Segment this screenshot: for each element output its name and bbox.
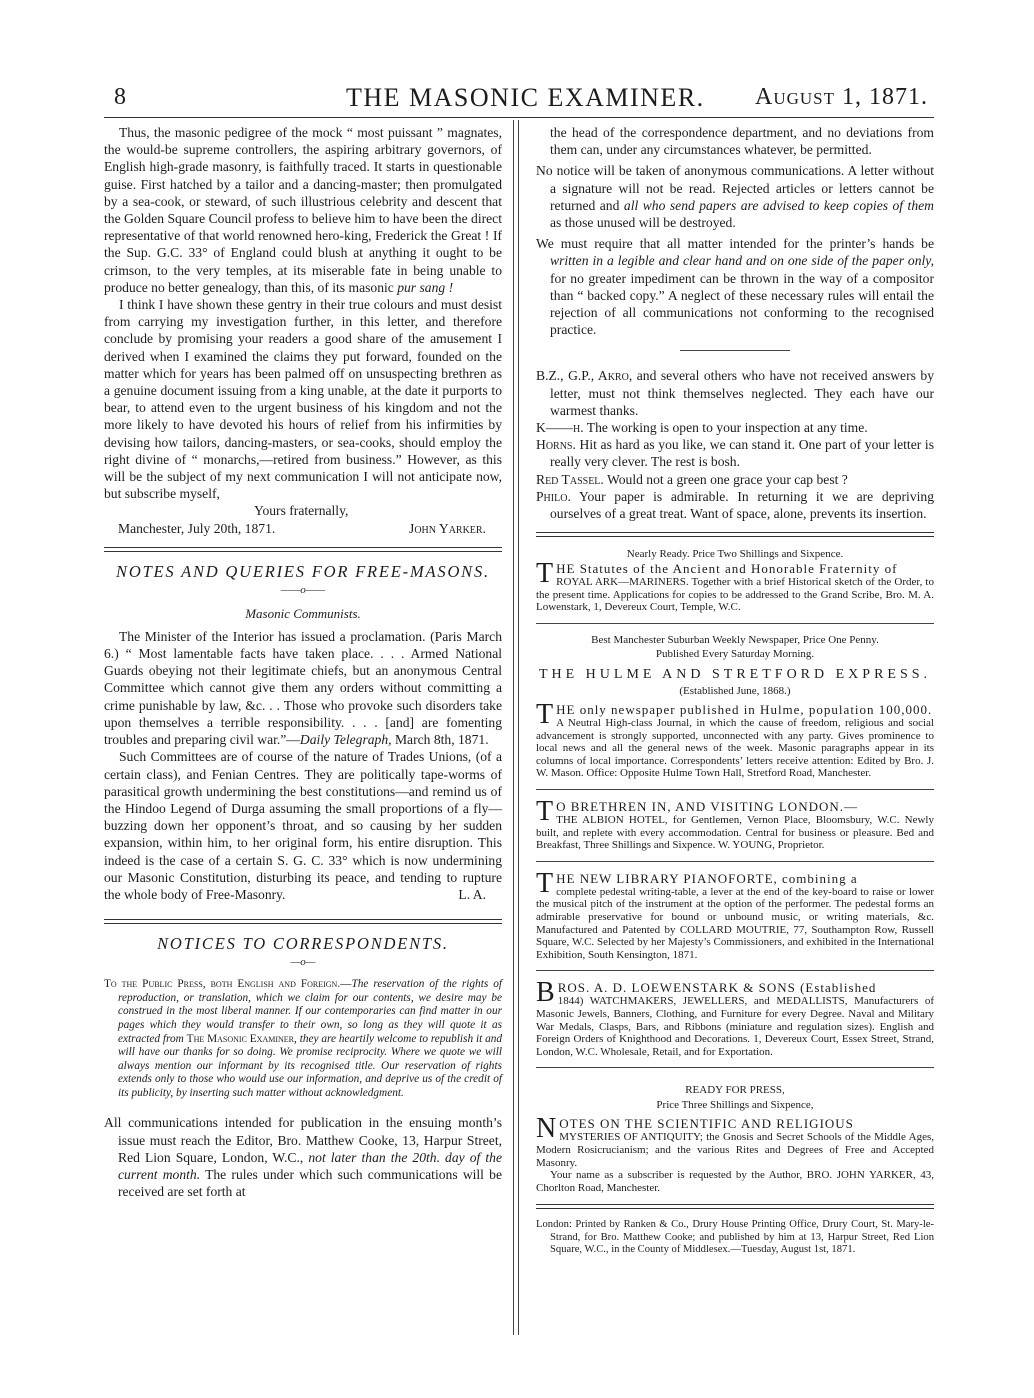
ad-body: 1844) WATCHMAKERS, JEWELLERS, and MEDALLISTS, Manufacturers of Masonic Jewels, Banners, Clothing, and Furniture for every Degree. Naval and Military War Medals, Clasps, Bars, and Ribbons (miniature and regulation sizes). English and Foreign Orders of Knighthood and Decorations. 1, Devereux Court, Essex Street, Strand, London, W.C. Wholesale, Retail, and for Exportation. — [536, 995, 934, 1058]
ad-loewenstark — [536, 980, 934, 1058]
ad-established: (Established June, 1868.) — [679, 685, 791, 698]
notices — [104, 934, 502, 1200]
drop-cap: T — [536, 558, 554, 590]
right-column — [536, 124, 934, 1257]
reply-name: B.Z., G.P., Akro, — [536, 368, 633, 384]
ad-rule — [536, 970, 934, 971]
ad-kicker: READY FOR PRESS, — [685, 1084, 785, 1097]
notes-text: Such Committees are of course of the nature of Trades Unions, (of a certain class), and Fenian Centres. They are politically tape-worms of parasitical growth undermining the best constitutions—and remind us of the Hindoo Legend of Durga assuming the small proportions of a fly—buzzing down her opponent’s throat, and so causing by her sudden expansion, within him, to her original form, his entire disruption. This indeed is the case of a certain S. G. C. 33° which is now undermining our Masonic Constitution, disturbing its peace, and tending to rupture the whole body of Free-Masonry. — [104, 749, 502, 902]
ad-price: Price Three Shillings and Sixpence, — [656, 1099, 814, 1112]
section-rule — [104, 919, 502, 924]
notice-text: as those unused will be destroyed. — [550, 215, 736, 231]
ornament: —o— — [290, 956, 316, 969]
ad-notes-scientific — [536, 1077, 934, 1194]
ad-kicker: Best Manchester Suburban Weekly Newspaper, Price One Penny. Published Every Saturday Morning. — [591, 634, 879, 661]
letter — [104, 124, 502, 537]
letter-paragraph: I think I have shown these gentry in their true colours and must desist from carrying my investigation further, in this letter, and therefore conclude by promising your readers a good share of the amusement I derived when I examined the claims they put forward, founded on the matter which for years has been palmed off on unsuspecting brethren as a genuine document issuing from a king unable, at the date it purports to bear, to attend even to the urgent business of his kingdom and not the more likely to have devoted his hours of relief from his infirmities by devising how tailors, dancing-masters, or sea-cooks, should employ the right divine of “ monarchs,—retired from business.” However, as this will be the subject of my next communication I will not anticipate now, but subscribe myself, — [104, 297, 502, 502]
letter-paragraph — [104, 124, 502, 296]
drop-cap: T — [536, 870, 554, 899]
reply-name: Philo. — [536, 488, 571, 504]
ad-rule — [536, 861, 934, 862]
notice-text: The rules under which such communications will be received are set forth at — [118, 1167, 503, 1200]
ad-hulme — [536, 633, 934, 780]
ad-rule — [536, 789, 934, 790]
notice-continued: the head of the correspondence department, and no deviations from them can, under any circumstances whatever, be permitted. — [550, 125, 934, 158]
notice-italic: written in a legible and clear hand and on one side of the paper only, — [550, 253, 934, 269]
ad-statutes — [536, 547, 934, 614]
reply-item — [536, 436, 934, 470]
letter-signature: John Yarker. — [409, 520, 486, 536]
notice-italic: not later than the 20th. day of the current month. — [118, 1149, 502, 1183]
ad-body: complete pedestal writing-table, a lever at the end of the key-board to raise or lower the musical pitch of the instrument at the option of the performer. The pedestal forms an admirable preservative for bound or unbound music, or writing materials, &c. Manufactured and Patented by COLLARD MOUTRIE, 77, Southampton Row, Russell Square, W.C. Selected by her Majesty’s Commissioners, and exhibited in the International Exhibition, South Kensington, 1871. — [536, 885, 934, 961]
ad-title: HE NEW LIBRARY PIANOFORTE, combining a — [556, 870, 858, 886]
notes-signature: L. A. — [458, 886, 486, 902]
replies-list — [536, 367, 934, 522]
left-column — [104, 124, 502, 1200]
anonymous-notice — [536, 162, 934, 231]
ad-title: O BRETHREN IN, AND VISITING LONDON.— — [556, 799, 858, 815]
notice-italic: all who send papers are advised to keep copies of them — [623, 197, 934, 213]
press-text: The reservation of the rights of reproduction, or translation, which we claim for our contents, we desire may be construed in the most liberal manner. If our contemporaries can find matter in our pages which they would transfer to their own, so long as they will quote it as extracted from — [118, 978, 502, 1045]
imprint: London: Printed by Ranken & Co., Drury House Printing Office, Drury Court, St. Mary-le-Strand, for Bro. Matthew Cooke; and published by him at 13, Harpur Street, Red Lion Square, W.C., in the County of Middlesex.—Tuesday, August 1st, 1871. — [536, 1219, 934, 1256]
notice-text: for no greater impediment can be thrown in the way of a compositor than “ backed copy.” A neglect of these necessary rules will entail the rejection of all communications not conforming to the recognised practice. — [550, 270, 934, 338]
reply-text: Would not a green one grace your cap best ? — [603, 471, 848, 487]
header-rule — [104, 117, 934, 118]
notes-text-end: March 8th, 1871. — [391, 732, 489, 748]
ad-body: ROYAL ARK—MARINERS. Together with a brief Historical sketch of the Order, to the present time. Applications for copies to be addressed to the Grand Scribe, Bro. M. A. Lowenstark, 1, Devereux Court, Temple, W.C. — [536, 576, 934, 614]
ad-title: HE Statutes of the Ancient and Honorable Fraternity of — [556, 561, 898, 577]
press-text: they are heartily welcome to republish it and will have our thanks for so doing. We promise reciprocity. Where we quote we will always mention our informant by its recognised title. Our reservation of rights extends only to those who would use our information, and deprive us of the credit of its publicity, by inserting such matter without acknowledgment. — [118, 1032, 503, 1099]
press-name: The Masonic Examiner, — [186, 1032, 297, 1045]
notice-text: No notice will be taken of anonymous communications. A letter without a signature will not be read. Rejected articles or letters cannot be returned and — [536, 163, 934, 213]
reply-item — [536, 419, 934, 436]
reply-name: K——h. — [536, 420, 584, 436]
ad-title: OTES ON THE SCIENTIFIC AND RELIGIOUS — [559, 1116, 854, 1132]
short-rule — [680, 350, 790, 351]
reply-text: and several others who have not received answers by letter, must not think themselves neglected. They each have our warmest thanks. — [550, 368, 934, 418]
section-title: NOTES AND QUERIES FOR FREE-MASONS. — [116, 561, 490, 581]
column-divider — [513, 120, 519, 1335]
press-lead: To the Public Press, both English and Foreign.— — [104, 978, 352, 991]
reply-name: Horns. — [536, 437, 576, 453]
drop-cap: B — [536, 980, 555, 1009]
notice-text: All communications intended for publication in the ensuing month’s issue must reach the Editor, Bro. Matthew Cooke, 13, Harpur Street, Red Lion Square, London, W.C., — [104, 1115, 502, 1165]
letter-italic: pur sang ! — [397, 279, 454, 295]
notes-queries — [104, 562, 502, 903]
ad-rule — [536, 1067, 934, 1068]
reply-name: Red Tassel. — [536, 471, 604, 487]
section-title: NOTICES TO CORRESPONDENTS. — [157, 934, 449, 954]
ad-pianoforte — [536, 871, 934, 962]
notes-source: Daily Telegraph, — [299, 732, 392, 748]
letter-place-date — [104, 520, 502, 537]
reply-text: Hit as hard as you like, we can stand it. One part of your letter is really very clever. The rest is bosh. — [550, 437, 934, 470]
ornament: ——o—— — [280, 583, 326, 596]
issue-date: August 1, 1871. — [755, 84, 929, 110]
ad-body: THE ALBION HOTEL, for Gentlemen, Vernon Place, Bloomsbury, W.C. Newly built, and replete with every accommodation. Central for business or pleasure. Bed and Breakfast, Three Shillings and Sixpence. W. YOUNG, Proprietor. — [536, 814, 934, 852]
notes-text: The Minister of the Interior has issued a proclamation. (Paris March 6.) “ Most lamentable facts have taken place. . . . Armed National Guards obeying not their legitimate chiefs, but an anonymous Central Committee which cannot give them any orders without committing a crime punishable by law, &c. . . Those who provoke such disorders take upon themselves a terrible responsibility. . . . [and] are fomenting troubles and preparing civil war.”— — [104, 628, 502, 748]
drop-cap: T — [536, 699, 554, 731]
notes-paragraph — [104, 748, 502, 903]
section-rule — [104, 547, 502, 552]
page-number: 8 — [114, 84, 126, 110]
ad-title: ROS. A. D. LOEWENSTARK & SONS (Established — [557, 980, 877, 996]
notice-text: We must require that all matter intended for the printer’s hands be — [536, 236, 934, 252]
ad-body: Your name as a subscriber is requested by the Author, BRO. JOHN YARKER, 43, Chorlton Road, Manchester. — [536, 1169, 934, 1194]
ad-rule — [536, 623, 934, 624]
press-notice — [104, 978, 502, 1100]
subhead: Masonic Communists. — [245, 605, 361, 621]
letter-text: Thus, the masonic pedigree of the mock “ most puissant ” magnates, the would-be supreme controllers, the aspiring arbitrary governors, of English high-grade masonry, is faithfully traced. It starts in questionable guise. First hatched by a tailor and a dancing-master; then promulgated by a sea-cook, or steward, of such illustrious celebrity and descent that the Golden Square Council profess to believe him to have been the direct representative of that world renowned hero-king, Frederick the Great ! If the Sup. G.C. 33° of England could blush at anything it ought to be crimson, to the very temples, at its miserable fate in being unable to produce no better genealogy, than this, of its masonic — [104, 125, 502, 295]
ad-body: A Neutral High-class Journal, in which the cause of freedom, religious and social advancement is strongly supported, unconnected with any party. Gives prominence to local news and all the general news of the week. Masonic paragraphs appear in its columns of local importance. Correspondents’ letters receive attention: Edited by Bro. J. W. Mason. Office: Opposite Hulme Town Hall, Stretford Road, Manchester. — [536, 717, 934, 780]
drop-cap: T — [536, 799, 554, 828]
reply-text: Your paper is admirable. In returning it we are depriving ourselves of a great treat. Want of space, alone, prevents its insertion. — [550, 488, 934, 522]
reply-item — [536, 488, 934, 522]
section-rule — [536, 1204, 934, 1209]
drop-cap: N — [536, 1113, 557, 1145]
reply-text: The working is open to your inspection at any time. — [583, 420, 868, 436]
ad-body: MYSTERIES OF ANTIQUITY; the Gnosis and Secret Schools of the Middle Ages, Modern Rosicrucianism; and the various Rites and Degrees of Free and Accepted Masonry. — [536, 1131, 934, 1169]
section-rule — [536, 532, 934, 537]
letter-closing: Yours fraternally, — [254, 503, 349, 519]
masthead: THE MASONIC EXAMINER. — [346, 83, 705, 112]
reply-item — [536, 471, 934, 488]
all-communications — [104, 1114, 502, 1200]
reply-item — [536, 367, 934, 419]
ad-albion — [536, 799, 934, 852]
ad-title: THE HULME AND STRETFORD EXPRESS. — [538, 667, 932, 683]
notes-paragraph — [104, 628, 502, 748]
printer-notice — [536, 235, 934, 338]
ad-kicker: Nearly Ready. Price Two Shillings and Sixpence. — [626, 548, 844, 561]
place-date: Manchester, July 20th, 1871. — [118, 520, 276, 536]
ad-lead: HE only newspaper published in Hulme, population 100,000. — [556, 702, 933, 718]
